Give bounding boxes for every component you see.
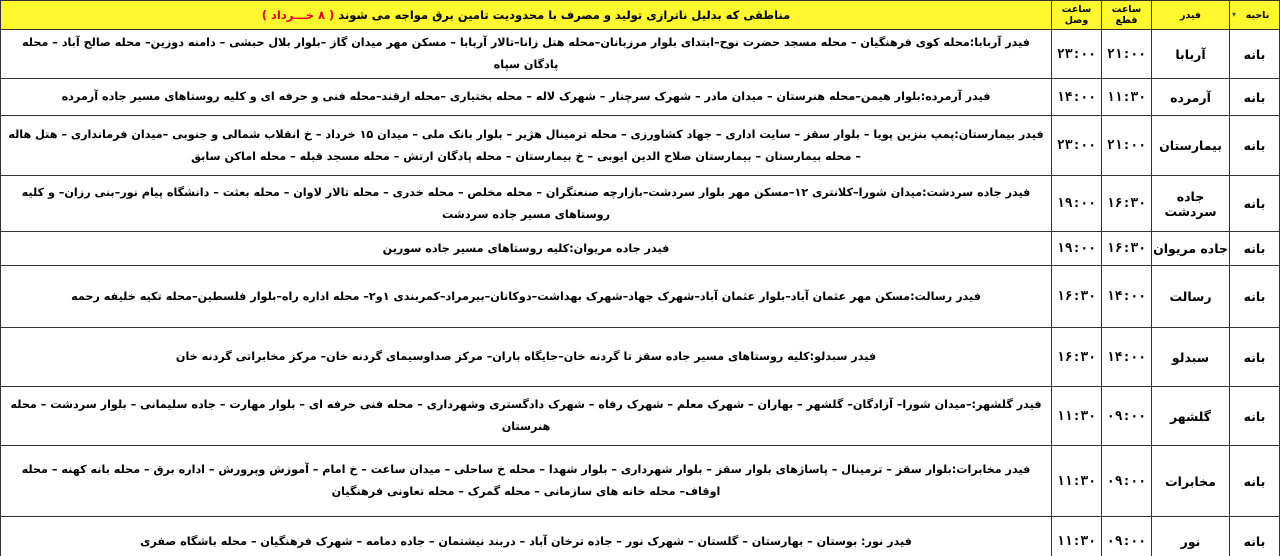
cell-connect-time: ۱۶:۳۰: [1052, 328, 1102, 387]
cell-feeder: جاده سردشت: [1152, 176, 1230, 232]
header-connect-time: ساعت وصل: [1052, 1, 1102, 30]
filter-dropdown-icon[interactable]: ▾: [1232, 9, 1237, 19]
cell-connect-time: ۲۳:۰۰: [1052, 116, 1102, 176]
cell-connect-time: ۱۱:۳۰: [1052, 387, 1102, 446]
cell-area: بانه: [1230, 446, 1280, 517]
cell-area: بانه: [1230, 30, 1280, 79]
cell-cut-time: ۲۱:۰۰: [1102, 116, 1152, 176]
cell-cut-time: ۰۹:۰۰: [1102, 387, 1152, 446]
cell-area: بانه: [1230, 79, 1280, 116]
cell-connect-time: ۱۱:۳۰: [1052, 446, 1102, 517]
cell-cut-time: ۰۹:۰۰: [1102, 517, 1152, 556]
header-cut-time: ساعت قطع: [1102, 1, 1152, 30]
table-row: [1, 116, 1280, 176]
table-title-date: ( ۸ خـــرداد ): [261, 8, 335, 22]
table-row: [1, 517, 1280, 556]
cell-description: فیدر جاده سردشت:میدان شورا–کلانتری ۱۲–مسکن مهر بلوار سردشت–بازارچه صنعتگران – محله مخلص – محله خدری – محله تالار لاوان – محله بعثت – دانشگاه پیام نور–بنی رزان– و کلیه روستاهای مسیر جاده سردشت: [1, 176, 1052, 232]
cell-connect-time: ۲۳:۰۰: [1052, 30, 1102, 79]
header-area-label: ناحیه: [1245, 9, 1270, 21]
cell-description: فیدر آرمرده:بلوار هیمن–محله هنرستان – میدان مادر – شهرک سرچنار – شهرک لاله – محله بختیاری –محله ارقند–محله فنی و حرفه ای و کلیه روستاهای مسیر جاده آرمرده: [1, 79, 1052, 116]
cell-description: فیدر سبدلو:کلیه روستاهای مسیر جاده سقز تا گردنه خان–جایگاه باران– مرکز صداوسیمای گردنه خان– مرکز مخابراتی گردنه خان: [1, 328, 1052, 387]
cell-feeder: رسالت: [1152, 266, 1230, 328]
table-row: [1, 232, 1280, 266]
cell-area: بانه: [1230, 116, 1280, 176]
cell-area: بانه: [1230, 387, 1280, 446]
cell-feeder: جاده مریوان: [1152, 232, 1230, 266]
table-row: [1, 328, 1280, 387]
cell-area: بانه: [1230, 328, 1280, 387]
cell-feeder: بیمارستان: [1152, 116, 1230, 176]
cell-feeder: گلشهر: [1152, 387, 1230, 446]
cell-description: فیدر بیمارستان:پمپ بنزین پویا – بلوار سقز – سایت اداری – جهاد کشاورزی – محله ترمینال هژیر – بلوار بانک ملی – میدان ۱۵ خرداد – خ انقلاب شمالی و جنوبی –میدان فرمانداری – هتل هاله – محله بیمارستان – بیمارستان صلاح الدین ایوبی – خ بیمارستان – محله پادگان ارتش – محله مسجد قبله – محله اماکن سابق: [1, 116, 1052, 176]
cell-area: بانه: [1230, 266, 1280, 328]
cell-description: فیدر گلشهر:–میدان شورا– آزادگان– گلشهر – بهاران – شهرک معلم – شهرک رفاه – شهرک دادگستری وشهرداری – محله فنی حرفه ای – بلوار مهارت – جاده سلیمانی – بلوار سردشت – محله هنرستان: [1, 387, 1052, 446]
table-row: [1, 79, 1280, 116]
cell-cut-time: ۱۶:۳۰: [1102, 176, 1152, 232]
table-row: [1, 387, 1280, 446]
table-title: [1, 1, 1052, 30]
cell-connect-time: ۱۹:۰۰: [1052, 232, 1102, 266]
cell-description: فیدر نور: بوستان – بهارستان – گلستان – شهرک نور – جاده ترخان آباد – دربند نیشتمان – جاده دمامه – شهرک فرهنگیان – محله باشگاه صفری: [1, 517, 1052, 556]
table-row: [1, 446, 1280, 517]
cell-feeder: آربابا: [1152, 30, 1230, 79]
cell-cut-time: ۱۴:۰۰: [1102, 266, 1152, 328]
cell-connect-time: ۱۶:۳۰: [1052, 266, 1102, 328]
cell-connect-time: ۱۹:۰۰: [1052, 176, 1102, 232]
cell-description: فیدر جاده مریوان:کلیه روستاهای مسیر جاده سورین: [1, 232, 1052, 266]
cell-description: فیدر مخابرات:بلوار سقز – ترمینال – پاسا‌ژهای بلوار سقز – بلوار شهرداری – بلوار شهدا – محله خ ساحلی – میدان ساعت – خ امام – آموزش وپرورش – اداره برق – محله بانه کهنه – محله اوقاف– محله خانه های سازمانی – محله گمرک – محله تعاونی فرهنگیان: [1, 446, 1052, 517]
cell-cut-time: ۲۱:۰۰: [1102, 30, 1152, 79]
cell-area: بانه: [1230, 176, 1280, 232]
table-title-main: مناطقی که بدلیل ناترازی تولید و مصرف با محدودیت تامین برق مواجه می شوند: [338, 8, 791, 22]
cell-feeder: آرمرده: [1152, 79, 1230, 116]
table-row: [1, 266, 1280, 328]
cell-area: بانه: [1230, 517, 1280, 556]
header-area[interactable]: [1230, 1, 1280, 30]
table-row: [1, 30, 1280, 79]
cell-cut-time: ۱۶:۳۰: [1102, 232, 1152, 266]
cell-connect-time: ۱۴:۰۰: [1052, 79, 1102, 116]
cell-feeder: نور: [1152, 517, 1230, 556]
cell-description: فیدر رسالت:مسکن مهر عثمان آباد–بلوار عثمان آباد–شهرک جهاد–شهرک بهداشت–دوکانان–بیرمراد–کمربندی ۱و۲– محله اداره راه–بلوار فلسطین–محله تکیه خلیفه رحمه: [1, 266, 1052, 328]
header-feeder: فیدر: [1152, 1, 1230, 30]
cell-connect-time: ۱۱:۳۰: [1052, 517, 1102, 556]
header-row: [1, 1, 1280, 30]
cell-feeder: مخابرات: [1152, 446, 1230, 517]
cell-feeder: سبدلو: [1152, 328, 1230, 387]
cell-description: فیدر آربابا:محله کوی فرهنگیان – محله مسجد حضرت نوح–ابتدای بلوار مرزبانان–محله هتل زانا–تالار آربابا – مسکن مهر میدان گاز –بلوار بلال حبشی – دامنه دوزین– محله صالح آباد – محله پادگان سپاه: [1, 30, 1052, 79]
cell-cut-time: ۱۴:۰۰: [1102, 328, 1152, 387]
cell-area: بانه: [1230, 232, 1280, 266]
cell-cut-time: ۰۹:۰۰: [1102, 446, 1152, 517]
table-row: [1, 176, 1280, 232]
cell-cut-time: ۱۱:۳۰: [1102, 79, 1152, 116]
